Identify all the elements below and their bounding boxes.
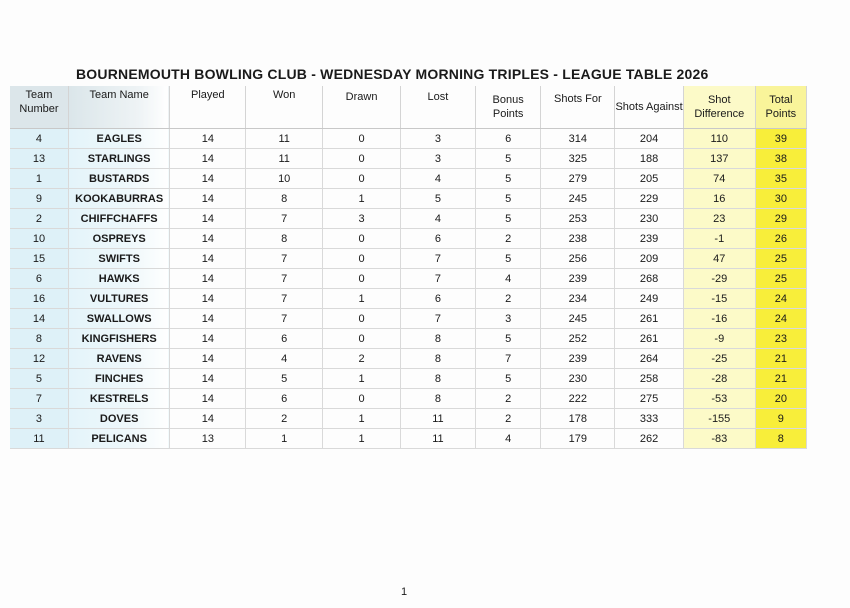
team-name-cell: VULTURES [68, 289, 169, 309]
bonus-points-cell: 3 [475, 309, 541, 329]
won-cell: 7 [246, 249, 323, 269]
shots-against-cell: 205 [615, 169, 684, 189]
header-won: Won [246, 86, 323, 129]
total-points-cell: 35 [755, 169, 806, 189]
shots-for-cell: 314 [541, 129, 615, 149]
shot-difference-cell: -29 [683, 269, 755, 289]
shots-against-cell: 258 [615, 369, 684, 389]
team-number-cell: 5 [10, 369, 68, 389]
total-points-cell: 8 [755, 429, 806, 449]
bonus-points-cell: 2 [475, 389, 541, 409]
table-row [10, 429, 807, 449]
bonus-points-cell: 2 [475, 409, 541, 429]
shot-difference-cell: -53 [683, 389, 755, 409]
total-points-cell: 24 [755, 289, 806, 309]
lost-cell: 11 [401, 409, 476, 429]
team-number-cell: 8 [10, 329, 68, 349]
lost-cell: 8 [401, 389, 476, 409]
shot-difference-cell: -16 [683, 309, 755, 329]
bonus-points-cell: 5 [475, 189, 541, 209]
team-name-cell: CHIFFCHAFFS [68, 209, 169, 229]
shot-difference-cell: 23 [683, 209, 755, 229]
total-points-cell: 21 [755, 349, 806, 369]
table-row [10, 309, 807, 329]
won-cell: 8 [246, 229, 323, 249]
shots-for-cell: 230 [541, 369, 615, 389]
won-cell: 2 [246, 409, 323, 429]
header-played: Played [170, 86, 246, 129]
drawn-cell: 1 [323, 409, 401, 429]
team-name-cell: KESTRELS [68, 389, 169, 409]
won-cell: 6 [246, 389, 323, 409]
table-row [10, 169, 807, 189]
header-team-name: Team Name [68, 86, 169, 129]
bonus-points-cell: 5 [475, 329, 541, 349]
total-points-cell: 38 [755, 149, 806, 169]
won-cell: 8 [246, 189, 323, 209]
shots-against-cell: 333 [615, 409, 684, 429]
team-name-cell: HAWKS [68, 269, 169, 289]
bonus-points-cell: 5 [475, 209, 541, 229]
played-cell: 14 [170, 189, 246, 209]
shots-against-cell: 264 [615, 349, 684, 369]
shots-against-cell: 261 [615, 309, 684, 329]
shots-against-cell: 261 [615, 329, 684, 349]
shot-difference-cell: -1 [683, 229, 755, 249]
drawn-cell: 0 [323, 129, 401, 149]
played-cell: 14 [170, 389, 246, 409]
drawn-cell: 1 [323, 189, 401, 209]
drawn-cell: 1 [323, 429, 401, 449]
total-points-cell: 24 [755, 309, 806, 329]
played-cell: 14 [170, 309, 246, 329]
played-cell: 14 [170, 369, 246, 389]
shots-for-cell: 239 [541, 349, 615, 369]
shots-for-cell: 252 [541, 329, 615, 349]
played-cell: 14 [170, 209, 246, 229]
shots-against-cell: 262 [615, 429, 684, 449]
lost-cell: 7 [401, 249, 476, 269]
team-name-cell: KINGFISHERS [68, 329, 169, 349]
team-name-cell: RAVENS [68, 349, 169, 369]
team-name-cell: KOOKABURRAS [68, 189, 169, 209]
won-cell: 5 [246, 369, 323, 389]
shots-against-cell: 204 [615, 129, 684, 149]
table-row [10, 209, 807, 229]
total-points-cell: 21 [755, 369, 806, 389]
team-number-cell: 10 [10, 229, 68, 249]
shots-against-cell: 268 [615, 269, 684, 289]
bonus-points-cell: 5 [475, 369, 541, 389]
shots-against-cell: 230 [615, 209, 684, 229]
shots-against-cell: 239 [615, 229, 684, 249]
drawn-cell: 0 [323, 249, 401, 269]
table-row [10, 189, 807, 209]
header-bonus-points: Bonus Points [475, 86, 541, 129]
bonus-points-cell: 4 [475, 429, 541, 449]
header-drawn: Drawn [323, 86, 401, 129]
won-cell: 10 [246, 169, 323, 189]
table-row [10, 369, 807, 389]
total-points-cell: 23 [755, 329, 806, 349]
shots-against-cell: 188 [615, 149, 684, 169]
shots-for-cell: 256 [541, 249, 615, 269]
drawn-cell: 0 [323, 149, 401, 169]
total-points-cell: 39 [755, 129, 806, 149]
shots-against-cell: 209 [615, 249, 684, 269]
won-cell: 7 [246, 289, 323, 309]
won-cell: 6 [246, 329, 323, 349]
played-cell: 14 [170, 249, 246, 269]
table-row [10, 389, 807, 409]
total-points-cell: 9 [755, 409, 806, 429]
header-shots-for: Shots For [541, 86, 615, 129]
played-cell: 14 [170, 329, 246, 349]
shot-difference-cell: -9 [683, 329, 755, 349]
shots-for-cell: 325 [541, 149, 615, 169]
played-cell: 14 [170, 289, 246, 309]
bonus-points-cell: 5 [475, 149, 541, 169]
team-number-cell: 2 [10, 209, 68, 229]
won-cell: 11 [246, 149, 323, 169]
table-row [10, 149, 807, 169]
lost-cell: 11 [401, 429, 476, 449]
total-points-cell: 25 [755, 249, 806, 269]
team-number-cell: 13 [10, 149, 68, 169]
table-row [10, 349, 807, 369]
drawn-cell: 2 [323, 349, 401, 369]
lost-cell: 4 [401, 209, 476, 229]
header-lost: Lost [401, 86, 476, 129]
drawn-cell: 0 [323, 169, 401, 189]
header-team-number: Team Number [10, 86, 68, 129]
total-points-cell: 25 [755, 269, 806, 289]
played-cell: 14 [170, 149, 246, 169]
team-number-cell: 16 [10, 289, 68, 309]
drawn-cell: 0 [323, 269, 401, 289]
header-shot-difference: Shot Difference [683, 86, 755, 129]
shots-for-cell: 245 [541, 189, 615, 209]
table-row [10, 249, 807, 269]
lost-cell: 8 [401, 369, 476, 389]
played-cell: 14 [170, 269, 246, 289]
team-number-cell: 3 [10, 409, 68, 429]
team-number-cell: 9 [10, 189, 68, 209]
shots-for-cell: 179 [541, 429, 615, 449]
page-number: 1 [401, 586, 408, 598]
bonus-points-cell: 4 [475, 269, 541, 289]
shot-difference-cell: 74 [683, 169, 755, 189]
team-number-cell: 7 [10, 389, 68, 409]
team-name-cell: BUSTARDS [68, 169, 169, 189]
lost-cell: 7 [401, 309, 476, 329]
lost-cell: 5 [401, 189, 476, 209]
played-cell: 14 [170, 229, 246, 249]
table-header-row [10, 86, 807, 129]
team-number-cell: 15 [10, 249, 68, 269]
shot-difference-cell: 47 [683, 249, 755, 269]
shots-against-cell: 275 [615, 389, 684, 409]
lost-cell: 3 [401, 129, 476, 149]
drawn-cell: 3 [323, 209, 401, 229]
team-name-cell: FINCHES [68, 369, 169, 389]
lost-cell: 6 [401, 229, 476, 249]
table-row [10, 409, 807, 429]
team-number-cell: 6 [10, 269, 68, 289]
won-cell: 4 [246, 349, 323, 369]
shots-against-cell: 229 [615, 189, 684, 209]
lost-cell: 4 [401, 169, 476, 189]
won-cell: 7 [246, 309, 323, 329]
shots-for-cell: 279 [541, 169, 615, 189]
shot-difference-cell: -28 [683, 369, 755, 389]
won-cell: 1 [246, 429, 323, 449]
played-cell: 14 [170, 169, 246, 189]
won-cell: 7 [246, 269, 323, 289]
shot-difference-cell: -25 [683, 349, 755, 369]
drawn-cell: 0 [323, 329, 401, 349]
shot-difference-cell: -15 [683, 289, 755, 309]
lost-cell: 8 [401, 329, 476, 349]
lost-cell: 7 [401, 269, 476, 289]
drawn-cell: 1 [323, 369, 401, 389]
played-cell: 14 [170, 349, 246, 369]
page-title: BOURNEMOUTH BOWLING CLUB - WEDNESDAY MORNING TRIPLES - LEAGUE TABLE 2026 [76, 66, 709, 82]
shots-for-cell: 245 [541, 309, 615, 329]
bonus-points-cell: 2 [475, 229, 541, 249]
bonus-points-cell: 5 [475, 249, 541, 269]
shots-for-cell: 234 [541, 289, 615, 309]
total-points-cell: 20 [755, 389, 806, 409]
bonus-points-cell: 7 [475, 349, 541, 369]
header-total-points: Total Points [755, 86, 806, 129]
total-points-cell: 30 [755, 189, 806, 209]
bonus-points-cell: 5 [475, 169, 541, 189]
total-points-cell: 26 [755, 229, 806, 249]
total-points-cell: 29 [755, 209, 806, 229]
team-name-cell: STARLINGS [68, 149, 169, 169]
team-name-cell: OSPREYS [68, 229, 169, 249]
team-number-cell: 14 [10, 309, 68, 329]
shot-difference-cell: 137 [683, 149, 755, 169]
shots-against-cell: 249 [615, 289, 684, 309]
team-name-cell: DOVES [68, 409, 169, 429]
table-row [10, 229, 807, 249]
shot-difference-cell: 110 [683, 129, 755, 149]
shot-difference-cell: -83 [683, 429, 755, 449]
lost-cell: 8 [401, 349, 476, 369]
lost-cell: 3 [401, 149, 476, 169]
team-name-cell: SWIFTS [68, 249, 169, 269]
shots-for-cell: 238 [541, 229, 615, 249]
shots-for-cell: 253 [541, 209, 615, 229]
shots-for-cell: 178 [541, 409, 615, 429]
drawn-cell: 0 [323, 309, 401, 329]
table-row [10, 289, 807, 309]
league-table [10, 86, 807, 449]
drawn-cell: 0 [323, 389, 401, 409]
team-name-cell: PELICANS [68, 429, 169, 449]
shot-difference-cell: -155 [683, 409, 755, 429]
team-number-cell: 1 [10, 169, 68, 189]
drawn-cell: 0 [323, 229, 401, 249]
team-number-cell: 4 [10, 129, 68, 149]
bonus-points-cell: 6 [475, 129, 541, 149]
team-number-cell: 12 [10, 349, 68, 369]
lost-cell: 6 [401, 289, 476, 309]
played-cell: 14 [170, 409, 246, 429]
drawn-cell: 1 [323, 289, 401, 309]
shots-for-cell: 222 [541, 389, 615, 409]
played-cell: 14 [170, 129, 246, 149]
shot-difference-cell: 16 [683, 189, 755, 209]
played-cell: 13 [170, 429, 246, 449]
shots-for-cell: 239 [541, 269, 615, 289]
bonus-points-cell: 2 [475, 289, 541, 309]
table-row [10, 329, 807, 349]
table-row [10, 129, 807, 149]
team-number-cell: 11 [10, 429, 68, 449]
team-name-cell: EAGLES [68, 129, 169, 149]
table-row [10, 269, 807, 289]
won-cell: 7 [246, 209, 323, 229]
won-cell: 11 [246, 129, 323, 149]
header-shots-against: Shots Against [615, 86, 684, 129]
team-name-cell: SWALLOWS [68, 309, 169, 329]
